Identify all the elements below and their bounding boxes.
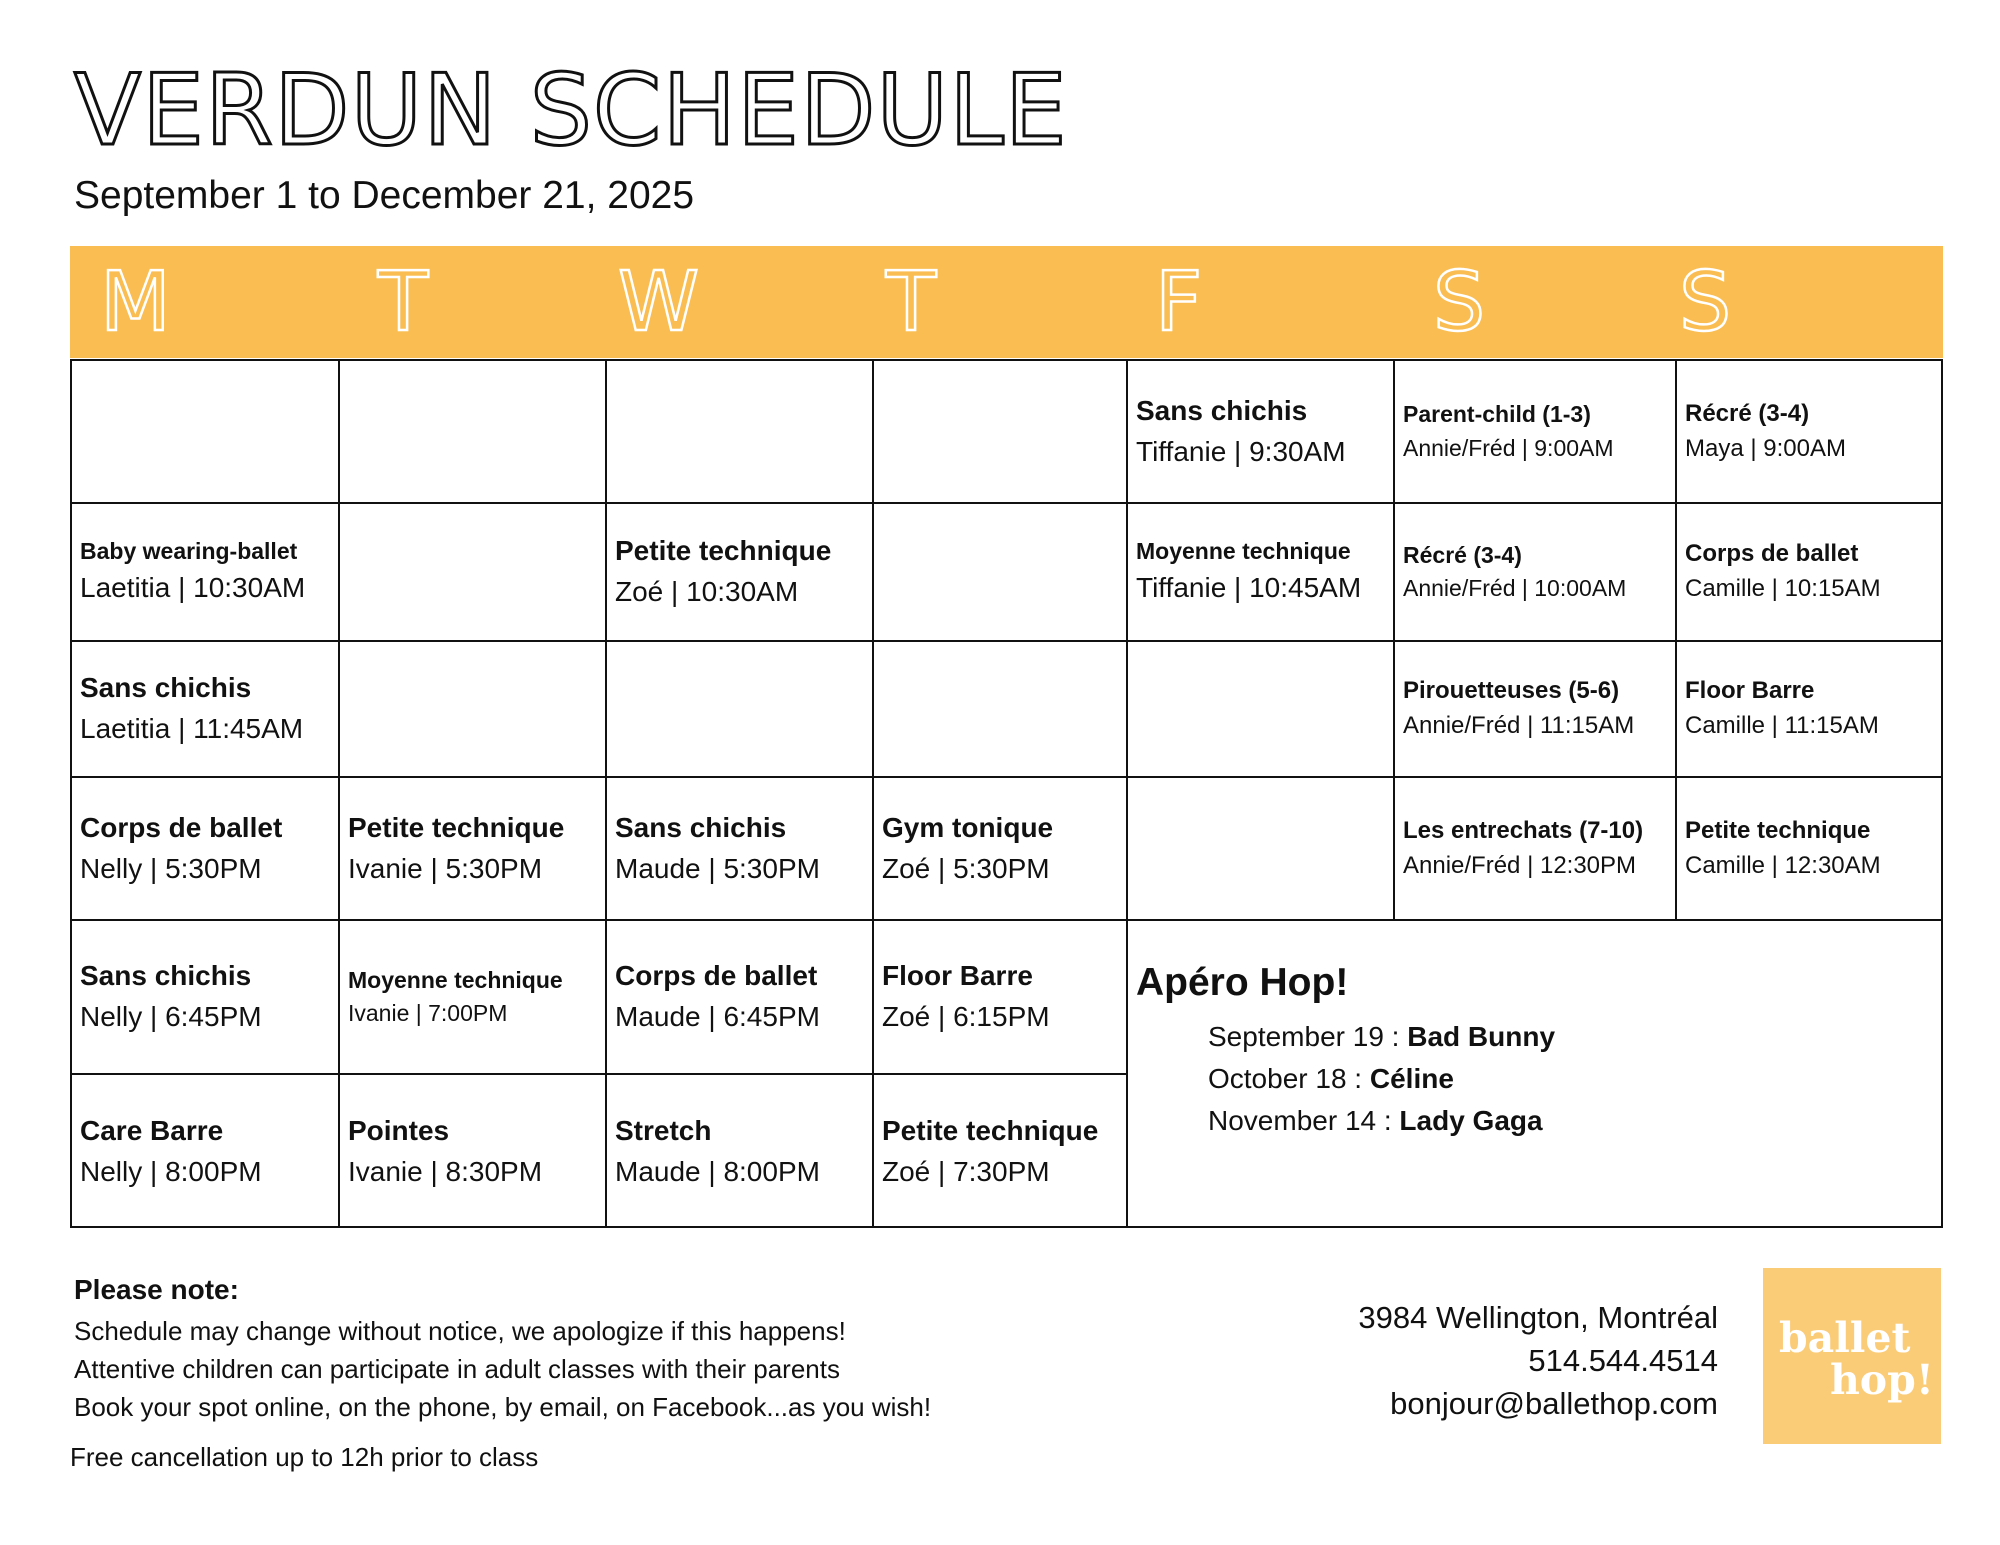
schedule-grid <box>70 359 1943 1228</box>
class-cell <box>338 919 605 1073</box>
notes-title: Please note: <box>74 1274 239 1305</box>
note-line: Attentive children can participate in adult classes with their parents <box>74 1354 840 1384</box>
empty-cell <box>338 502 605 640</box>
day-monday: M <box>100 255 171 350</box>
class-name: Les entrechats (7-10) <box>1403 816 1644 844</box>
empty-cell <box>605 640 872 776</box>
class-instructor-time: Ivanie | 7:00PM <box>348 1000 508 1026</box>
class-instructor-time: Zoé | 6:15PM <box>882 1001 1050 1032</box>
empty-cell <box>70 359 338 502</box>
class-instructor-time: Annie/Fréd | 10:00AM <box>1403 575 1627 601</box>
empty-cell <box>872 502 1126 640</box>
apero-hop-panel <box>1126 919 1943 1228</box>
class-cell <box>1675 359 1943 502</box>
class-cell <box>605 1073 872 1228</box>
class-instructor-time: Zoé | 7:30PM <box>882 1155 1050 1187</box>
class-name: Moyenne technique <box>1136 538 1351 565</box>
class-name: Sans chichis <box>1136 394 1308 426</box>
class-cell <box>1675 502 1943 640</box>
day-friday: F <box>1155 255 1203 350</box>
empty-cell <box>338 640 605 776</box>
class-cell <box>70 1073 338 1228</box>
class-name: Petite technique <box>615 535 832 567</box>
class-instructor-time: Maude | 8:00PM <box>615 1155 820 1187</box>
event-date: September 19 : <box>1208 1021 1400 1052</box>
class-cell <box>605 776 872 919</box>
event-artist: Lady Gaga <box>1399 1105 1543 1136</box>
class-instructor-time: Nelly | 5:30PM <box>80 852 262 884</box>
class-instructor-time: Camille | 12:30AM <box>1685 851 1881 879</box>
note-line: Book your spot online, on the phone, by email, on Facebook...as you wish! <box>74 1392 932 1422</box>
class-name: Sans chichis <box>615 811 787 843</box>
class-cell <box>1675 776 1943 919</box>
class-cell <box>605 502 872 640</box>
empty-cell <box>1126 776 1393 919</box>
class-instructor-time: Nelly | 8:00PM <box>80 1155 262 1187</box>
class-cell <box>872 919 1126 1073</box>
class-instructor-time: Maya | 9:00AM <box>1685 434 1846 462</box>
day-thursday: T <box>886 255 937 350</box>
class-instructor-time: Ivanie | 8:30PM <box>348 1155 543 1187</box>
phone-number: 514.544.4514 <box>1528 1343 1718 1378</box>
class-cell <box>605 919 872 1073</box>
class-name: Petite technique <box>882 1114 1099 1146</box>
class-cell <box>1675 640 1943 776</box>
empty-cell <box>338 359 605 502</box>
class-cell <box>1393 640 1675 776</box>
apero-event <box>1136 1100 1935 1142</box>
class-name: Corps de ballet <box>615 960 818 992</box>
class-cell <box>70 640 338 776</box>
class-name: Petite technique <box>348 811 565 843</box>
class-name: Récré (3-4) <box>1403 541 1522 568</box>
apero-hop-title: Apéro Hop! <box>1136 961 1349 1004</box>
class-cell <box>1393 502 1675 640</box>
class-name: Pointes <box>348 1114 450 1146</box>
date-range: September 1 to December 21, 2025 <box>74 174 695 217</box>
class-instructor-time: Annie/Fréd | 12:30PM <box>1403 851 1637 879</box>
class-name: Petite technique <box>1685 816 1871 844</box>
class-instructor-time: Zoé | 5:30PM <box>882 852 1050 884</box>
class-name: Récré (3-4) <box>1685 399 1810 427</box>
contact-info <box>1358 1296 1718 1425</box>
day-header-band <box>70 246 1943 358</box>
page-title: VERDUN SCHEDULE <box>74 54 1068 168</box>
class-cell <box>1393 359 1675 502</box>
class-name: Corps de ballet <box>80 811 283 843</box>
class-cell <box>872 1073 1126 1228</box>
class-instructor-time: Ivanie | 5:30PM <box>348 852 543 884</box>
apero-event <box>1136 1016 1935 1058</box>
note-line: Schedule may change without notice, we apologize if this happens! <box>74 1316 846 1346</box>
logo-line-2: hop! <box>1830 1356 1934 1404</box>
class-instructor-time: Nelly | 6:45PM <box>80 1001 262 1032</box>
class-name: Moyenne technique <box>348 966 563 993</box>
logo-line-1: ballet <box>1779 1314 1911 1362</box>
cancellation-policy: Free cancellation up to 12h prior to class <box>70 1442 539 1472</box>
class-instructor-time: Annie/Fréd | 11:15AM <box>1403 712 1635 739</box>
empty-cell <box>1126 640 1393 776</box>
event-artist: Bad Bunny <box>1407 1021 1556 1052</box>
day-tuesday: T <box>378 255 429 350</box>
day-wednesday: W <box>618 255 700 350</box>
class-cell <box>338 776 605 919</box>
event-artist: Céline <box>1369 1063 1454 1094</box>
class-cell <box>70 776 338 919</box>
class-cell <box>70 919 338 1073</box>
class-name: Baby wearing-ballet <box>80 538 298 565</box>
class-cell <box>1393 776 1675 919</box>
class-cell <box>1126 502 1393 640</box>
event-date: November 14 : <box>1208 1105 1392 1136</box>
day-saturday: S <box>1433 255 1486 350</box>
class-name: Pirouetteuses (5-6) <box>1403 677 1620 705</box>
class-instructor-time: Tiffanie | 10:45AM <box>1136 572 1362 604</box>
day-sunday: S <box>1679 255 1732 350</box>
class-instructor-time: Laetitia | 11:45AM <box>80 713 304 744</box>
empty-cell <box>605 359 872 502</box>
notes-section <box>74 1272 931 1426</box>
class-instructor-time: Maude | 6:45PM <box>615 1001 820 1032</box>
class-instructor-time: Camille | 10:15AM <box>1685 575 1881 602</box>
class-name: Sans chichis <box>80 672 252 704</box>
class-name: Gym tonique <box>882 811 1054 843</box>
class-name: Care Barre <box>80 1114 224 1146</box>
email-address: bonjour@ballethop.com <box>1390 1386 1718 1421</box>
class-name: Floor Barre <box>882 960 1033 992</box>
class-instructor-time: Annie/Fréd | 9:00AM <box>1403 434 1614 461</box>
class-instructor-time: Maude | 5:30PM <box>615 852 820 884</box>
class-cell <box>338 1073 605 1228</box>
class-instructor-time: Laetitia | 10:30AM <box>80 572 306 604</box>
address: 3984 Wellington, Montréal <box>1358 1300 1718 1335</box>
empty-cell <box>872 359 1126 502</box>
class-instructor-time: Zoé | 10:30AM <box>615 576 799 607</box>
class-cell <box>70 502 338 640</box>
empty-cell <box>872 640 1126 776</box>
class-name: Corps de ballet <box>1685 540 1859 568</box>
class-name: Parent-child (1-3) <box>1403 401 1591 428</box>
class-cell <box>1126 359 1393 502</box>
class-cell <box>872 776 1126 919</box>
class-name: Stretch <box>615 1114 712 1146</box>
class-name: Sans chichis <box>80 960 252 992</box>
ballet-hop-logo <box>1763 1268 1941 1444</box>
class-name: Floor Barre <box>1685 677 1815 705</box>
apero-event <box>1136 1058 1935 1100</box>
event-date: October 18 : <box>1208 1063 1363 1094</box>
class-instructor-time: Tiffanie | 9:30AM <box>1136 435 1346 467</box>
class-instructor-time: Camille | 11:15AM <box>1685 712 1879 739</box>
